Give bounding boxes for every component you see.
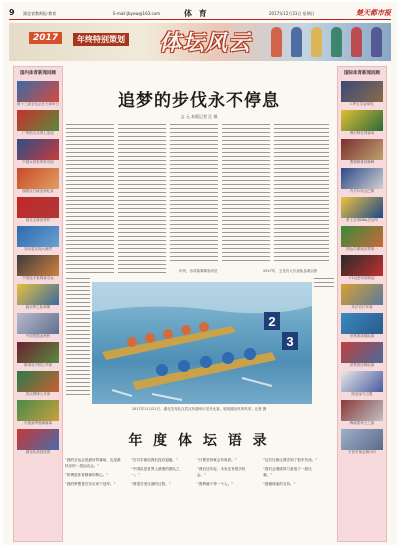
quote-text: “中国队是世界上最强的团队之一。”: [131, 467, 180, 477]
news-caption: 纳达尔重返世界第一: [346, 247, 378, 251]
news-thumbnail: [341, 139, 383, 160]
news-thumbnail: [17, 255, 59, 276]
text-column: [274, 124, 329, 264]
news-thumbnail: [17, 197, 59, 218]
news-thumbnail: [341, 168, 383, 189]
news-thumbnail: [17, 110, 59, 131]
news-caption: 广州恒大实现七连冠: [22, 131, 54, 135]
news-caption: 跳水梦之队称霸: [25, 305, 51, 309]
news-caption: 谢震业打破亚洲纪录: [22, 189, 54, 193]
news-caption: 刘诗雯实现大满贯: [24, 247, 52, 251]
lane-number: 3: [286, 334, 294, 349]
contact-email: E-mail:jbyxw@163.com: [113, 11, 160, 16]
text-column: [66, 124, 114, 274]
right-sidebar-title: 国际体育新闻回顾: [344, 71, 380, 76]
news-caption: 费德勒重回巅峰: [349, 160, 375, 164]
news-thumbnail: [341, 255, 383, 276]
news-caption: 中国男篮亚洲杯: [25, 334, 51, 338]
news-thumbnail: [17, 226, 59, 247]
athlete-figure: [311, 27, 322, 57]
newspaper-logo: 楚天都市报: [356, 9, 391, 17]
news-caption: 博尔特告别赛场: [349, 131, 375, 135]
right-sidebar: [337, 66, 387, 542]
dragon-boat-photo: [92, 282, 312, 404]
news-thumbnail: [341, 110, 383, 131]
news-caption: C罗五夺金球奖: [350, 102, 374, 106]
quote-column: [131, 457, 188, 490]
article-byline: 文 元 本版记者 汪 敏: [180, 114, 218, 119]
page-number: 9: [9, 8, 15, 17]
text-column: [222, 124, 270, 264]
news-caption: F1汉密尔顿四冠: [349, 276, 375, 280]
text-column: [118, 124, 166, 274]
section-name: 体 育: [184, 9, 209, 18]
news-thumbnail: [17, 400, 59, 421]
news-caption: 梅威瑟拳王之战: [349, 421, 375, 425]
quote-column: [197, 457, 254, 490]
banner-title: 体坛风云: [159, 31, 252, 56]
lane-number: 2: [268, 314, 276, 329]
news-caption: 欧冠皇马卫冕: [351, 392, 373, 396]
text-column: [314, 278, 334, 288]
banner-year: 2017: [29, 32, 62, 44]
quote-text: “我们还年轻，未来还有很多机会。”: [197, 467, 246, 477]
news-thumbnail: [341, 197, 383, 218]
news-thumbnail: [17, 371, 59, 392]
news-thumbnail: [341, 429, 383, 450]
news-caption: 中国选手世锦赛夺金: [22, 276, 54, 280]
text-column: [66, 278, 90, 398]
paper-text: 湖北省教师报·教育: [23, 11, 57, 16]
quote-column: [263, 457, 320, 490]
quote-text: “这次比赛让我学到了很多东西。”: [263, 458, 318, 462]
athlete-figure: [331, 27, 342, 57]
news-caption: 环法自行车赛: [351, 305, 373, 309]
quotes-title: 年 度 体 坛 语 录: [128, 433, 270, 449]
news-thumbnail: [17, 81, 59, 102]
news-thumbnail: [17, 313, 59, 334]
quote-text: “我们会继续努力备战下一届比赛。”: [263, 467, 312, 477]
athlete-figure: [371, 27, 382, 57]
issue-date: 2017年12月31日 星期日: [269, 11, 315, 16]
news-thumbnail: [341, 226, 383, 247]
quote-text: “我的梦想是在东京拿下冠军。”: [65, 482, 116, 486]
photo-caption-small: 年终，各项赛事精彩纷呈: [179, 269, 218, 273]
news-caption: 国足无缘世界杯: [25, 218, 51, 222]
article-headline: 追梦的步伐永不停息: [118, 91, 280, 111]
left-sidebar-title: 国内体育新闻回顾: [20, 71, 56, 76]
news-thumbnail: [341, 400, 383, 421]
dragon-boat-scene: [92, 282, 312, 404]
athlete-figure: [291, 27, 302, 57]
quote-text: “胜利属于每一个人。”: [197, 482, 234, 486]
news-caption: 平昌冬奥会倒计时: [348, 450, 376, 454]
left-sidebar: [13, 66, 63, 542]
photo-caption: 2017年11月21日，湖北龙舟队在武汉东湖举行龙舟比赛，展现湖北体育风采。记者 摄: [131, 407, 267, 411]
athlete-figure: [271, 27, 282, 57]
news-thumbnail: [341, 81, 383, 102]
news-thumbnail: [17, 429, 59, 450]
quote-text: “我的全运会是最好的赛场，也是最快乐的一届运动会。”: [65, 458, 121, 468]
news-thumbnail: [17, 342, 59, 363]
news-thumbnail: [17, 284, 59, 305]
news-caption: 世界游泳锦标赛: [349, 334, 375, 338]
news-thumbnail: [341, 371, 383, 392]
quote-text: “感谢球迷的支持。”: [263, 482, 296, 486]
quote-text: “只要坚持就会有收获。”: [197, 458, 237, 462]
news-thumbnail: [17, 168, 59, 189]
special-banner: [9, 23, 391, 61]
news-thumbnail: [341, 313, 383, 334]
news-caption: 内马尔转会巴黎: [349, 189, 375, 193]
news-caption: 中国女排世界杯夺冠: [22, 160, 54, 164]
photo-caption-small: 2017年，五龙舟人代表队参赛合影: [263, 269, 318, 273]
news-caption: 斯诺克中国公开赛: [24, 363, 52, 367]
text-column: [170, 124, 218, 264]
banner-subtitle: 年终特别策划: [73, 33, 129, 46]
quote-text: “我很享受比赛的过程。”: [131, 482, 171, 486]
news-caption: 勇士夺得NBA总冠军: [346, 218, 378, 222]
quote-text: “在对手面前我们没有退缩。”: [131, 458, 178, 462]
news-thumbnail: [341, 342, 383, 363]
quote-text: “拼搏是体育精神的核心。”: [65, 473, 109, 477]
news-caption: 武汉网球公开赛: [25, 392, 51, 396]
news-caption: 第十三届全运会在天津举行: [17, 102, 59, 106]
newspaper-page: [3, 2, 397, 545]
news-caption: 世界田径锦标赛: [349, 363, 375, 367]
athlete-figure: [351, 27, 362, 57]
news-thumbnail: [17, 139, 59, 160]
page-header: [9, 8, 391, 20]
news-thumbnail: [341, 284, 383, 305]
quote-column: [65, 457, 122, 490]
news-caption: 湖北队再创佳绩: [25, 450, 51, 454]
news-caption: 中超赛季圆满落幕: [24, 421, 52, 425]
